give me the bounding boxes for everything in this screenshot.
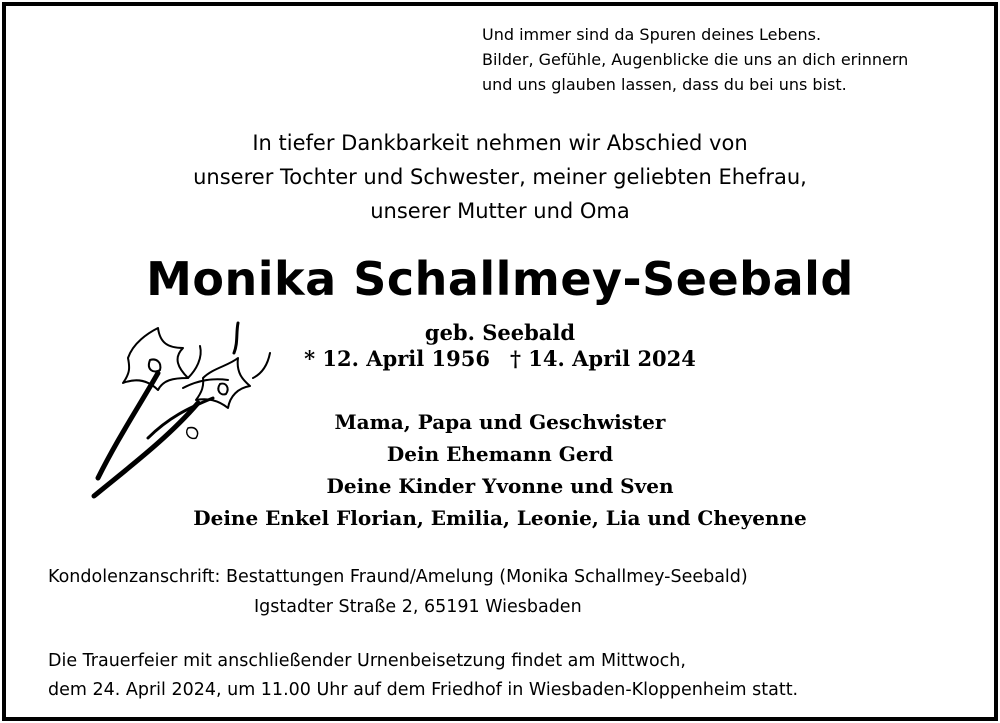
mourner-line: Deine Enkel Florian, Emilia, Leonie, Lia und Cheyenne [193,506,807,530]
mourner-line: Deine Kinder Yvonne und Sven [326,474,674,498]
mourners-block [0,406,1000,534]
ceremony-notice [48,647,968,705]
condolence-address [48,562,968,622]
intro-block [100,126,900,228]
maiden-name: geb. Seebald [424,320,576,345]
ceremony-line: dem 24. April 2024, um 11.00 Uhr auf dem Friedhof in Wiesbaden-Kloppenheim statt. [48,680,799,700]
birth-date: * 12. April 1956 [304,346,490,371]
death-date: † 14. April 2024 [510,346,696,371]
ceremony-line: Die Trauerfeier mit anschließender Urnenbeisetzung findet am Mittwoch, [48,651,686,671]
intro-line: In tiefer Dankbarkeit nehmen wir Abschied von [252,131,748,155]
mourner-line: Mama, Papa und Geschwister [334,410,666,434]
deceased-name: Monika Schallmey-Seebald [146,252,854,306]
intro-line: unserer Mutter und Oma [370,199,630,223]
quote-block [482,22,982,97]
condolence-line: Kondolenzanschrift: Bestattungen Fraund/Amelung (Monika Schallmey-Seebald) [48,567,748,587]
condolence-street: Igstadter Straße 2, 65191 Wiesbaden [254,597,582,617]
quote-line: und uns glauben lassen, dass du bei uns bist. [482,75,847,94]
quote-line: Bilder, Gefühle, Augenblicke die uns an dich erinnern [482,50,909,69]
mourner-line: Dein Ehemann Gerd [386,442,614,466]
intro-line: unserer Tochter und Schwester, meiner geliebten Ehefrau, [193,165,807,189]
quote-line: Und immer sind da Spuren deines Lebens. [482,25,822,44]
